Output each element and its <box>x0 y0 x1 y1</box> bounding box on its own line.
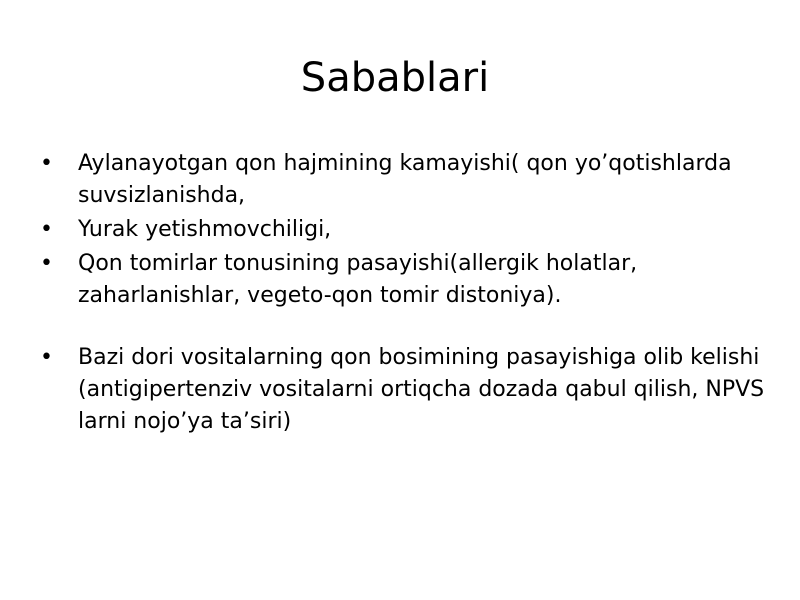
bullet-text: Qon tomirlar tonusining pasayishi(allergik holatlar, zaharlanishlar, vegeto-qon tomir distoniya). <box>78 251 638 308</box>
bullet-text: Yurak yetishmovchiligi, <box>78 217 332 242</box>
bullet-dot-icon: • <box>40 345 53 370</box>
bullet-text: Aylanayotgan qon hajmining kamayishi( qon yo’qotishlarda suvsizlanishda, <box>78 151 732 208</box>
bullet-dot-icon: • <box>40 151 53 176</box>
bullet-list <box>40 148 770 440</box>
bullet-dot-icon: • <box>40 251 53 276</box>
bullet-item <box>40 148 770 212</box>
bullet-item <box>40 248 770 312</box>
bullet-item <box>40 214 770 246</box>
bullet-dot-icon: • <box>40 217 53 242</box>
bullet-item <box>40 342 770 438</box>
bullet-text: Bazi dori vositalarning qon bosimining pasayishiga olib kelishi (antigipertenziv vositalarni ortiqcha dozada qabul qilish, NPVS larni nojo’ya ta’siri) <box>78 345 765 434</box>
slide-title: Sabablari <box>300 55 490 101</box>
